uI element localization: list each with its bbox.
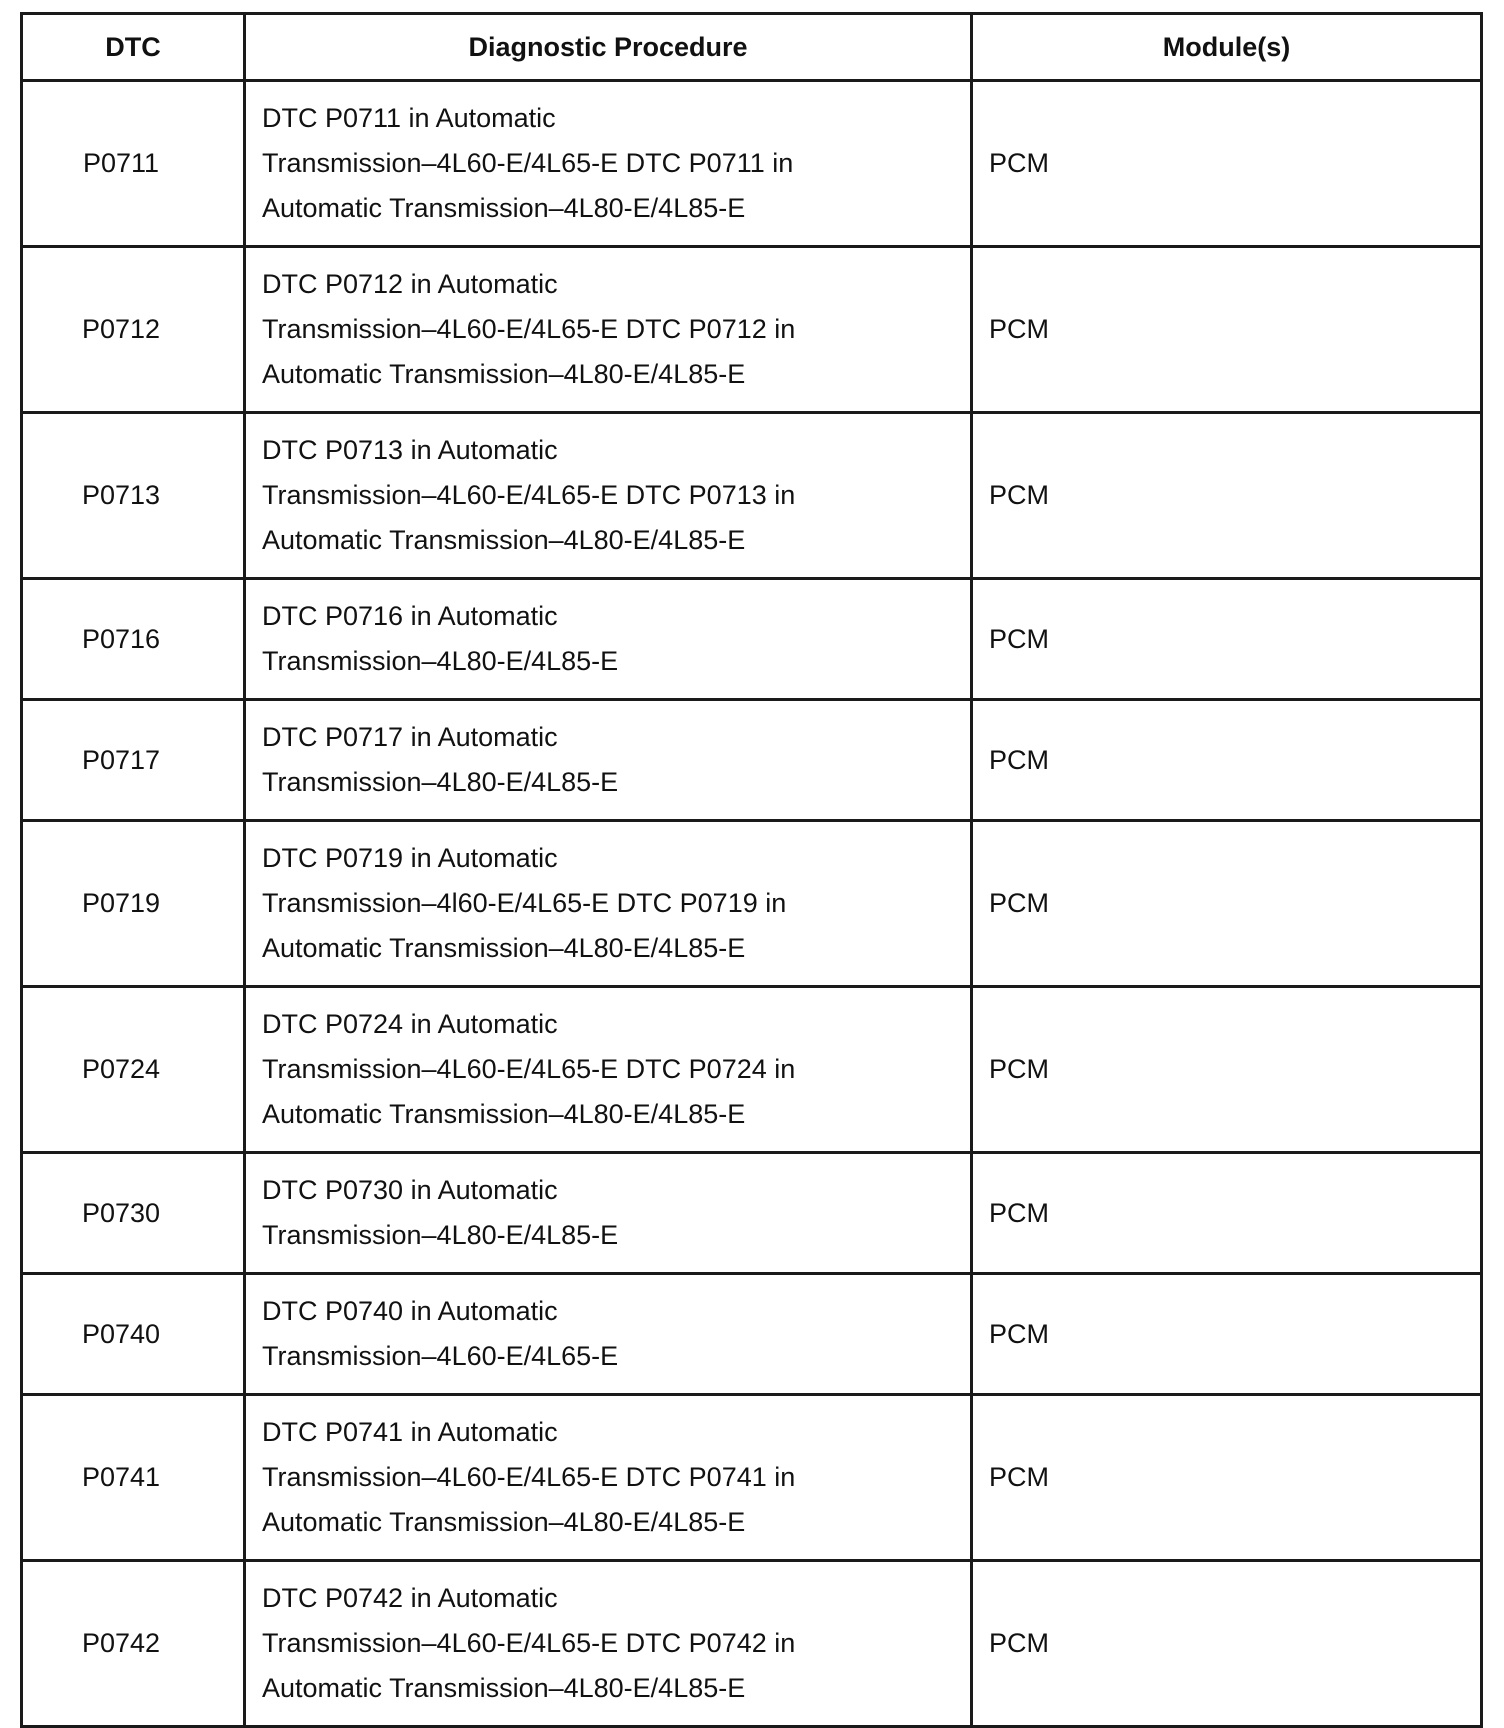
procedure-line: Automatic Transmission–4L80-E/4L85-E xyxy=(262,359,746,389)
diagnostic-procedure xyxy=(245,81,972,247)
procedure-line: Transmission–4L60-E/4L65-E DTC P0713 in xyxy=(262,480,796,510)
diagnostic-procedure xyxy=(245,413,972,579)
procedure-line: Transmission–4l60-E/4L65-E DTC P0719 in xyxy=(262,888,787,918)
procedure-line: Automatic Transmission–4L80-E/4L85-E xyxy=(262,193,746,223)
diagnostic-procedure xyxy=(245,1561,972,1727)
dtc-code: P0713 xyxy=(22,413,245,579)
table-row xyxy=(22,700,1482,821)
module: PCM xyxy=(972,700,1482,821)
module: PCM xyxy=(972,1153,1482,1274)
table-row xyxy=(22,821,1482,987)
diagnostic-procedure xyxy=(245,579,972,700)
procedure-line: DTC P0713 in Automatic xyxy=(262,435,558,465)
procedure-line: Automatic Transmission–4L80-E/4L85-E xyxy=(262,525,746,555)
dtc-code: P0719 xyxy=(22,821,245,987)
procedure-line: Transmission–4L60-E/4L65-E DTC P0742 in xyxy=(262,1628,796,1658)
procedure-line: Automatic Transmission–4L80-E/4L85-E xyxy=(262,933,746,963)
procedure-line: Transmission–4L80-E/4L85-E xyxy=(262,767,619,797)
dtc-code: P0724 xyxy=(22,987,245,1153)
module: PCM xyxy=(972,987,1482,1153)
table-header xyxy=(22,14,1482,81)
module: PCM xyxy=(972,1274,1482,1395)
procedure-line: DTC P0719 in Automatic xyxy=(262,843,558,873)
module: PCM xyxy=(972,579,1482,700)
dtc-code: P0730 xyxy=(22,1153,245,1274)
dtc-code: P0711 xyxy=(22,81,245,247)
procedure-line: Transmission–4L60-E/4L65-E DTC P0711 in xyxy=(262,148,794,178)
table-row xyxy=(22,81,1482,247)
module: PCM xyxy=(972,81,1482,247)
procedure-line: DTC P0712 in Automatic xyxy=(262,269,558,299)
procedure-line: DTC P0711 in Automatic xyxy=(262,103,556,133)
table-row xyxy=(22,1561,1482,1727)
diagnostic-procedure xyxy=(245,821,972,987)
diagnostic-procedure xyxy=(245,700,972,821)
procedure-line: Transmission–4L80-E/4L85-E xyxy=(262,646,619,676)
table-row xyxy=(22,413,1482,579)
diagnostic-procedure xyxy=(245,247,972,413)
module: PCM xyxy=(972,821,1482,987)
header-diagnostic-procedure: Diagnostic Procedure xyxy=(245,14,972,81)
module: PCM xyxy=(972,1395,1482,1561)
dtc-code: P0740 xyxy=(22,1274,245,1395)
procedure-line: DTC P0717 in Automatic xyxy=(262,722,558,752)
diagnostic-procedure xyxy=(245,1395,972,1561)
header-row xyxy=(22,14,1482,81)
procedure-line: DTC P0724 in Automatic xyxy=(262,1009,558,1039)
header-dtc: DTC xyxy=(22,14,245,81)
dtc-code: P0717 xyxy=(22,700,245,821)
dtc-table xyxy=(20,12,1483,1728)
table-body xyxy=(22,81,1482,1727)
procedure-line: Automatic Transmission–4L80-E/4L85-E xyxy=(262,1507,746,1537)
diagnostic-procedure xyxy=(245,1274,972,1395)
table-row xyxy=(22,987,1482,1153)
procedure-line: DTC P0716 in Automatic xyxy=(262,601,558,631)
diagnostic-procedure xyxy=(245,1153,972,1274)
module: PCM xyxy=(972,413,1482,579)
procedure-line: DTC P0742 in Automatic xyxy=(262,1583,558,1613)
procedure-line: Automatic Transmission–4L80-E/4L85-E xyxy=(262,1673,746,1703)
procedure-line: DTC P0741 in Automatic xyxy=(262,1417,558,1447)
table-row xyxy=(22,247,1482,413)
table-row xyxy=(22,1274,1482,1395)
module: PCM xyxy=(972,247,1482,413)
dtc-code: P0741 xyxy=(22,1395,245,1561)
dtc-code: P0716 xyxy=(22,579,245,700)
procedure-line: Transmission–4L60-E/4L65-E DTC P0712 in xyxy=(262,314,796,344)
dtc-code: P0712 xyxy=(22,247,245,413)
header-modules: Module(s) xyxy=(972,14,1482,81)
table-row xyxy=(22,1395,1482,1561)
procedure-line: Transmission–4L80-E/4L85-E xyxy=(262,1220,619,1250)
dtc-code: P0742 xyxy=(22,1561,245,1727)
procedure-line: Transmission–4L60-E/4L65-E DTC P0741 in xyxy=(262,1462,796,1492)
table-row xyxy=(22,579,1482,700)
procedure-line: DTC P0730 in Automatic xyxy=(262,1175,558,1205)
module: PCM xyxy=(972,1561,1482,1727)
procedure-line: Transmission–4L60-E/4L65-E xyxy=(262,1341,619,1371)
procedure-line: DTC P0740 in Automatic xyxy=(262,1296,558,1326)
diagnostic-procedure xyxy=(245,987,972,1153)
procedure-line: Automatic Transmission–4L80-E/4L85-E xyxy=(262,1099,746,1129)
procedure-line: Transmission–4L60-E/4L65-E DTC P0724 in xyxy=(262,1054,796,1084)
table-row xyxy=(22,1153,1482,1274)
